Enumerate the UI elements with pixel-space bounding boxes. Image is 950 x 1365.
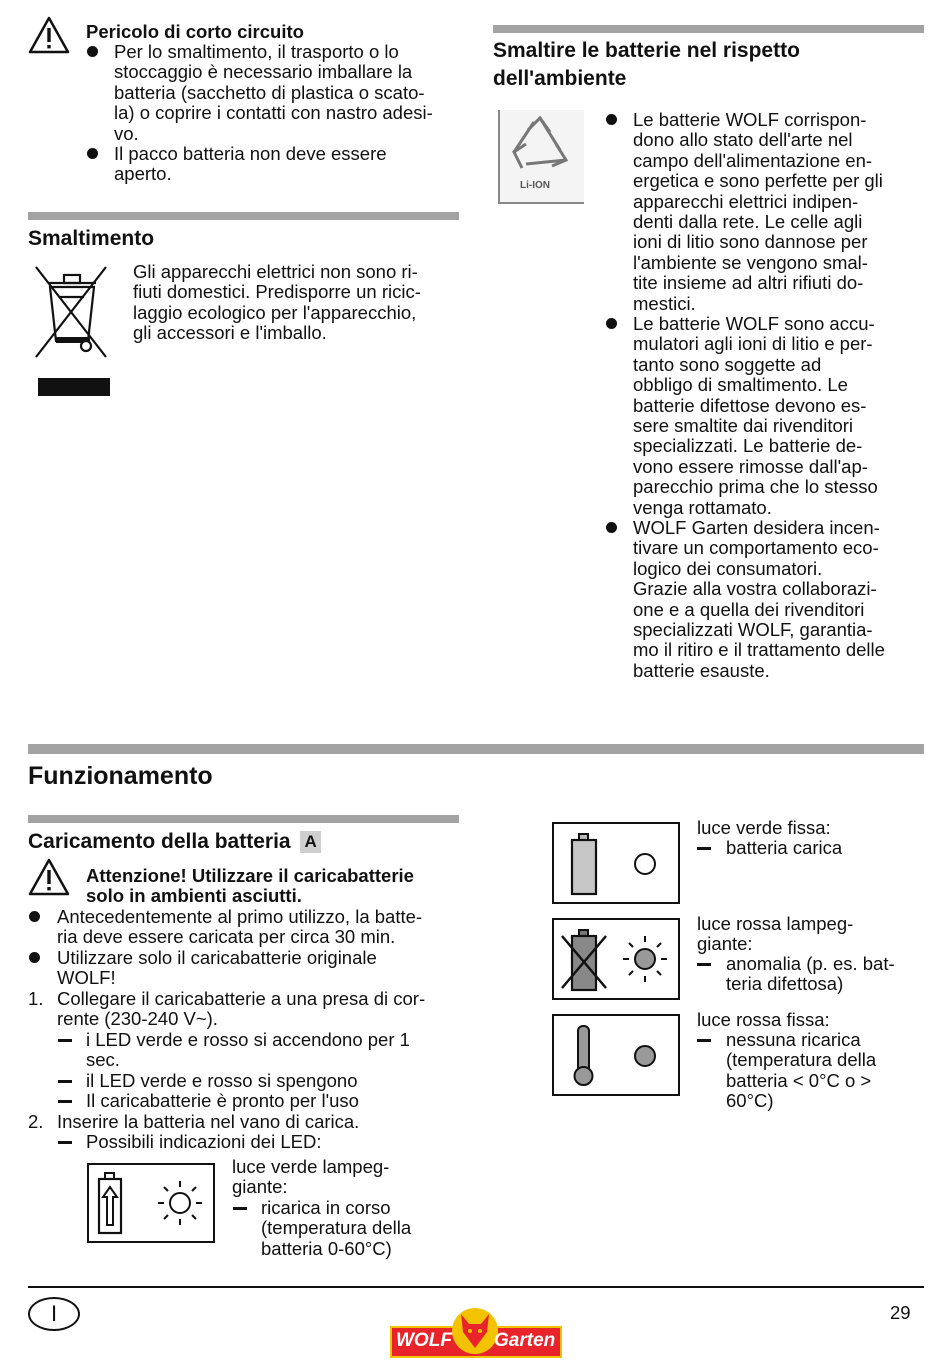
step-2-text: Inserire la batteria nel vano di carica. [57,1111,360,1132]
footer-rule [28,1286,924,1288]
section-divider [28,815,459,823]
language-badge [28,1297,80,1331]
step-1-sub-2: il LED verde e rosso si spengono [86,1070,358,1091]
page-number: 29 [890,1302,911,1323]
led-state-charging-figure [87,1163,215,1243]
led-state-charged-figure [552,822,680,904]
step-number: 1. [28,988,44,1009]
liion-recycle-icon [498,110,584,204]
operation-heading: Funzionamento [28,762,213,790]
battery-disposal-heading: Smaltire le batterie nel rispetto dell'ambiente [493,39,800,90]
step-1-sub-3: Il caricabatterie è pronto per l'uso [86,1090,359,1111]
led-state-fault-figure [552,918,680,1000]
led-state-temperature-figure [552,1014,680,1096]
short-circuit-warning [28,14,468,194]
step-2-sub-1: Possibili indicazioni dei LED: [86,1131,322,1152]
logo-garten-text: Garten [494,1330,556,1351]
logo-wolf-text: WOLF [396,1330,452,1351]
warning-bullet-1: Per lo smaltimento, il trasporto o lo stoccaggio è necessario imballare la batteria (sacchetto di plastica o scato- la) o coprire i contatti con nastro adesi- vo. [114,41,433,144]
led-state-charging-label: luce verde lampeg- giante: [232,1156,390,1198]
disposal-heading: Smaltimento [28,227,155,250]
charging-warning: Attenzione! Utilizzare il caricabatterie solo in ambienti asciutti. [86,865,414,907]
charging-bullet-2: Utilizzare solo il caricabatterie originale WOLF! [57,947,377,989]
figure-ref-badge: A [300,831,320,853]
warning-title: Pericolo di corto circuito [86,21,304,42]
warning-icon [28,16,70,54]
crossed-bin-icon [30,263,112,398]
section-divider [493,25,924,33]
liion-label: Li-ION [520,180,550,191]
led-state-temperature-label: luce rossa fissa: [697,1009,830,1030]
disposal-text: Gli apparecchi elettrici non sono ri- fiuti domestici. Predisporre un ricic- laggio ecologico per l'apparecchio, gli accessori e l'imballo. [133,261,421,344]
step-1-text: Collegare il caricabatterie a una presa di cor- rente (230-240 V~). [57,988,426,1030]
led-state-temperature-desc: nessuna ricarica (temperatura della batteria < 0°C o > 60°C) [726,1029,877,1112]
led-state-charged-desc: batteria carica [726,837,843,858]
charging-bullet-1: Antecedentemente al primo utilizzo, la batte- ria deve essere caricata per circa 30 min. [57,906,423,948]
battery-bullet-1: Le batterie WOLF corrispon- dono allo stato dell'arte nel campo dell'alimentazione en- ergetica e sono perfette per gli apparecchi elettrici indipen- denti dalla rete. Le celle agli ioni di litio sono dannose per l'ambiente se vengono smal- tite insieme ad altri rifiuti do- mestici. [633,109,883,314]
led-state-fault-desc: anomalia (p. es. bat- teria difettosa) [726,953,895,995]
wolf-garten-logo [390,1308,562,1358]
warning-bullet-2: Il pacco batteria non deve essere aperto. [114,143,387,185]
step-1-sub-1: i LED verde e rosso si accendono per 1 sec. [86,1029,410,1071]
section-divider [28,744,924,754]
led-state-charging-desc: ricarica in corso (temperatura della batteria 0-60°C) [261,1197,412,1259]
language-code: I [50,1301,58,1326]
battery-bullet-2: Le batterie WOLF sono accu- mulatori agli ioni di litio e per- tanto sono soggette ad obbligo di smaltimento. Le batterie difettose devono es- sere smaltite dai rivenditori specializzati. Le batterie de- vono essere rimosse dall'ap- parecchio prima che lo stesso venga rottamato. [633,313,878,518]
warning-icon [28,858,70,896]
battery-bullet-3: WOLF Garten desidera incen- tivare un comportamento eco- logico dei consumatori. Grazie alla vostra collaborazi- one e a quella dei rivenditori specializzati WOLF, garantia- mo il ritiro e il trattamento delle batterie esauste. [633,517,885,681]
section-divider [28,212,459,220]
step-number: 2. [28,1111,44,1132]
led-state-charged-label: luce verde fissa: [697,817,831,838]
led-state-fault-label: luce rossa lampeg- giante: [697,913,854,955]
charging-heading: Caricamento della batteria A [28,828,321,856]
